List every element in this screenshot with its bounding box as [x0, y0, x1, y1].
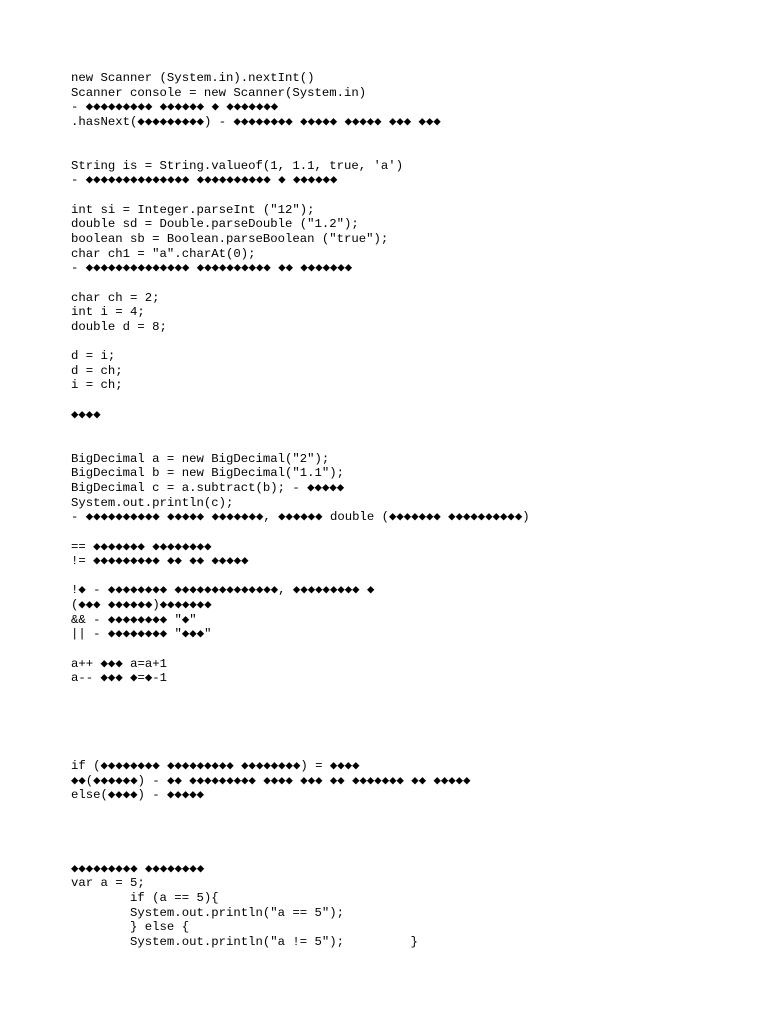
blank-line [71, 744, 751, 759]
text-line: d = i; [71, 349, 116, 364]
blank-line [71, 569, 751, 584]
blank-line [71, 642, 751, 657]
text-line: - ◆◆◆◆◆◆◆◆◆◆◆◆◆◆ ◆◆◆◆◆◆◆◆◆◆ ◆ ◆◆◆◆◆◆ [71, 173, 338, 188]
blank-line [71, 715, 751, 730]
text-line: if (a == 5){ [71, 890, 219, 905]
blank-line [71, 686, 751, 701]
text-line: == ◆◆◆◆◆◆◆ ◆◆◆◆◆◆◆◆ [71, 539, 212, 554]
blank-line [71, 393, 751, 408]
text-line: && - ◆◆◆◆◆◆◆◆ "◆" [71, 612, 197, 627]
text-line: String is = String.valueof(1, 1.1, true, 'a') [71, 158, 404, 173]
text-line: new Scanner (System.in).nextInt() [71, 71, 315, 85]
blank-line [71, 730, 751, 745]
blank-line [71, 437, 751, 452]
blank-line [71, 335, 751, 350]
blank-line [71, 130, 751, 145]
text-line: char ch = 2; [71, 290, 160, 305]
text-line: double sd = Double.parseDouble ("1.2"); [71, 217, 359, 232]
text-line: ◆◆◆◆◆◆◆◆◆ ◆◆◆◆◆◆◆◆ [71, 861, 205, 876]
text-line: d = ch; [71, 363, 123, 378]
text-line: || - ◆◆◆◆◆◆◆◆ "◆◆◆" [71, 627, 212, 642]
document-page [71, 71, 751, 949]
text-line: BigDecimal c = a.subtract(b); - ◆◆◆◆◆ [71, 480, 345, 495]
text-line: !◆ - ◆◆◆◆◆◆◆◆ ◆◆◆◆◆◆◆◆◆◆◆◆◆◆, ◆◆◆◆◆◆◆◆◆ ◆ [71, 583, 375, 598]
text-line: ◆◆(◆◆◆◆◆◆) - ◆◆ ◆◆◆◆◆◆◆◆◆ ◆◆◆◆ ◆◆◆ ◆◆ ◆◆◆◆◆◆◆ ◆◆ ◆◆◆◆◆ [71, 773, 471, 788]
blank-line [71, 525, 751, 540]
text-line: System.out.println(c); [71, 495, 234, 510]
blank-line [71, 276, 751, 291]
text-line: BigDecimal a = new BigDecimal("2"); [71, 451, 330, 466]
text-line: (◆◆◆ ◆◆◆◆◆◆)◆◆◆◆◆◆◆ [71, 598, 212, 613]
text-line: ◆◆◆◆ [71, 407, 101, 422]
blank-line [71, 144, 751, 159]
text-line: } else { [71, 920, 190, 935]
text-line: != ◆◆◆◆◆◆◆◆◆ ◆◆ ◆◆ ◆◆◆◆◆ [71, 554, 249, 569]
blank-line [71, 803, 751, 818]
blank-line [71, 847, 751, 862]
text-line: else(◆◆◆◆) - ◆◆◆◆◆ [71, 788, 205, 803]
blank-line [71, 188, 751, 203]
text-line: Scanner console = new Scanner(System.in) [71, 85, 367, 100]
text-line: char ch1 = "a".charAt(0); [71, 246, 256, 261]
text-line: a-- ◆◆◆ ◆=◆-1 [71, 671, 168, 686]
text-line: BigDecimal b = new BigDecimal("1.1"); [71, 466, 345, 481]
text-line: if (◆◆◆◆◆◆◆◆ ◆◆◆◆◆◆◆◆◆ ◆◆◆◆◆◆◆◆) = ◆◆◆◆ [71, 759, 360, 774]
text-line: int si = Integer.parseInt ("12"); [71, 202, 315, 217]
text-line: System.out.println("a != 5"); } [71, 934, 418, 949]
text-line: double d = 8; [71, 319, 167, 334]
text-line: - ◆◆◆◆◆◆◆◆◆ ◆◆◆◆◆◆ ◆ ◆◆◆◆◆◆◆ [71, 100, 279, 115]
blank-line [71, 701, 751, 716]
text-line: System.out.println("a == 5"); [71, 905, 345, 920]
text-line: var a = 5; [71, 876, 145, 891]
text-line: - ◆◆◆◆◆◆◆◆◆◆◆◆◆◆ ◆◆◆◆◆◆◆◆◆◆ ◆◆ ◆◆◆◆◆◆◆ [71, 261, 353, 276]
text-line: boolean sb = Boolean.parseBoolean ("true"); [71, 232, 389, 247]
text-line: i = ch; [71, 378, 123, 393]
blank-line [71, 818, 751, 833]
blank-line [71, 422, 751, 437]
text-line: - ◆◆◆◆◆◆◆◆◆◆ ◆◆◆◆◆ ◆◆◆◆◆◆◆, ◆◆◆◆◆◆ double (◆◆◆◆◆◆◆ ◆◆◆◆◆◆◆◆◆◆) [71, 510, 530, 525]
text-line: a++ ◆◆◆ a=a+1 [71, 656, 168, 671]
text-line: int i = 4; [71, 305, 145, 320]
blank-line [71, 832, 751, 847]
text-line: .hasNext(◆◆◆◆◆◆◆◆◆) - ◆◆◆◆◆◆◆◆ ◆◆◆◆◆ ◆◆◆◆◆ ◆◆◆ ◆◆◆ [71, 114, 441, 129]
